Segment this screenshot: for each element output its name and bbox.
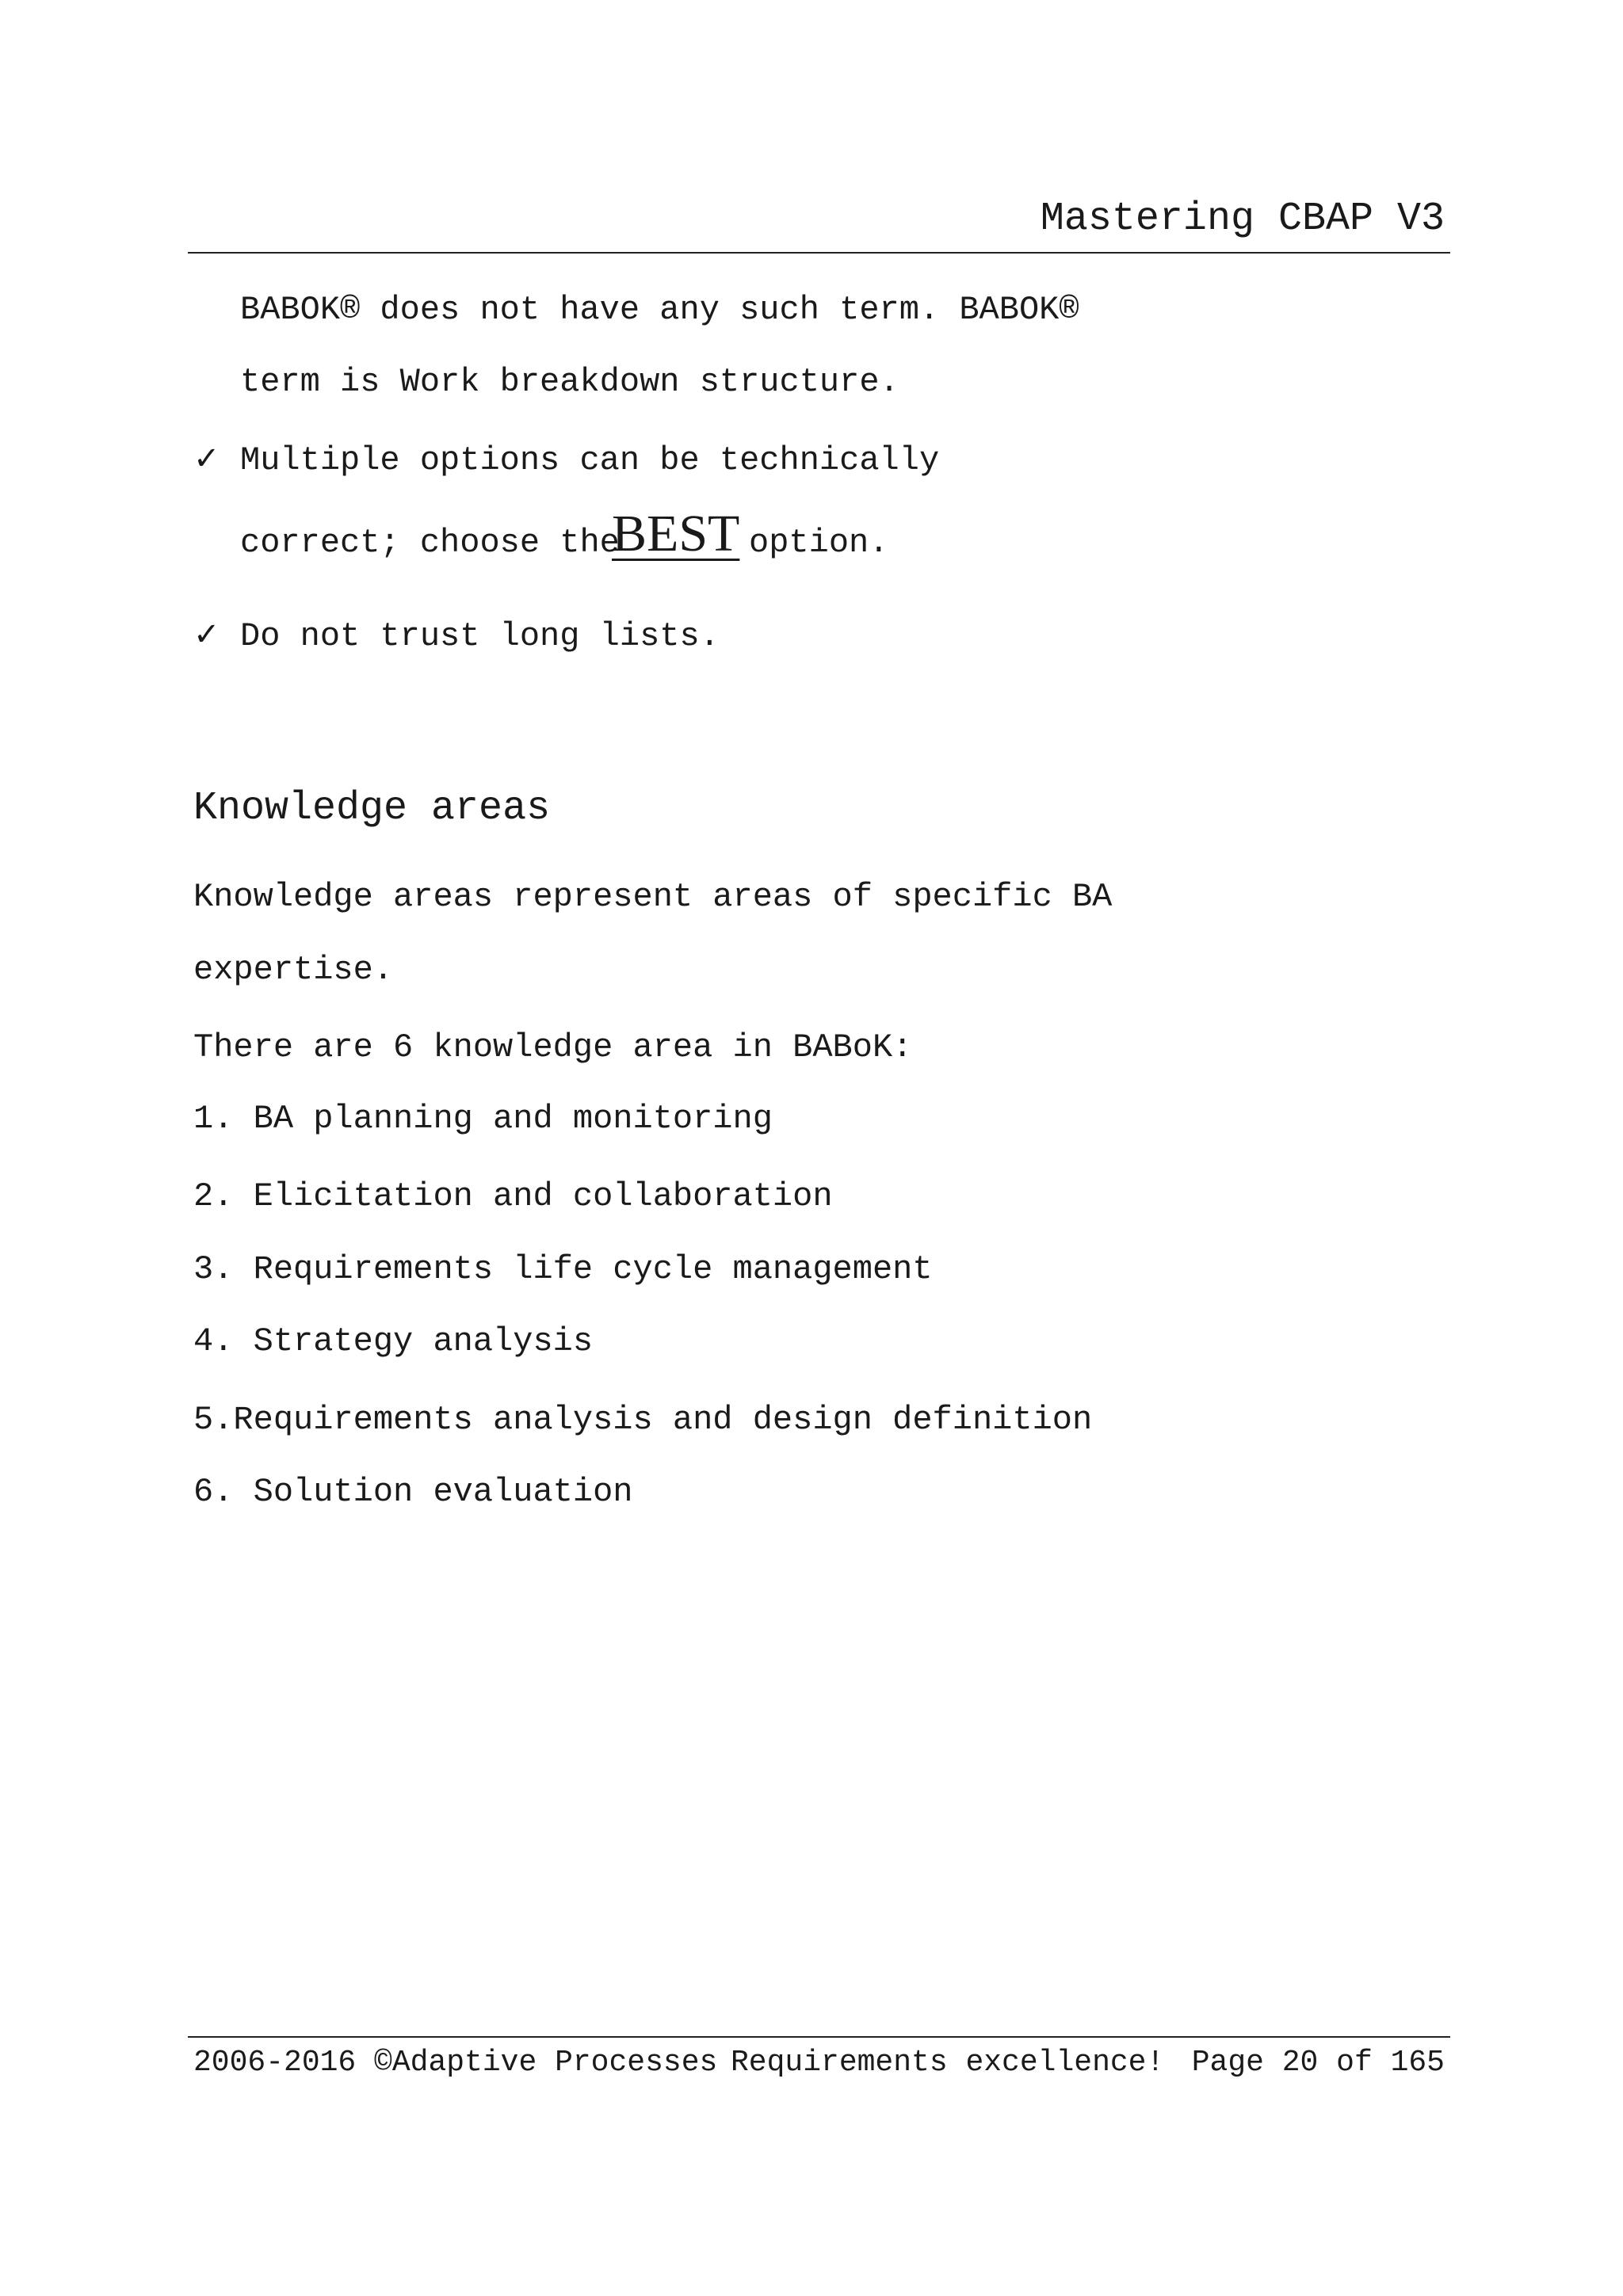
bullet-2-text: Do not trust long lists. xyxy=(240,617,720,655)
bullet-1-line-2-start: correct; choose the xyxy=(240,524,620,562)
section-intro: There are 6 knowledge area in BABoK: xyxy=(193,1028,913,1066)
bullet-1-line-1: Multiple options can be technically xyxy=(240,441,940,479)
list-item: 2. Elicitation and collaboration xyxy=(193,1177,833,1215)
footer-copyright: 2006-2016 ©Adaptive Processes xyxy=(193,2046,718,2080)
check-icon: ✓ xyxy=(193,441,220,477)
bullet-1-line-2-end: option. xyxy=(749,524,889,562)
continuation-line-1: BABOK® does not have any such term. BABOK® xyxy=(240,291,1079,329)
section-heading: Knowledge areas xyxy=(193,786,551,831)
footer-page-number: Page 20 of 165 xyxy=(1191,2046,1445,2080)
check-icon: ✓ xyxy=(193,616,220,653)
section-paragraph-line-1: Knowledge areas represent areas of specific BA xyxy=(193,878,1113,916)
header-rule xyxy=(188,252,1450,254)
list-item: 3. Requirements life cycle management xyxy=(193,1250,933,1288)
section-paragraph-line-2: expertise. xyxy=(193,951,394,989)
header-title: Mastering CBAP V3 xyxy=(1040,196,1445,242)
list-item: 5.Requirements analysis and design definition xyxy=(193,1401,1093,1439)
footer-rule xyxy=(188,2036,1450,2038)
list-item: 1. BA planning and monitoring xyxy=(193,1100,773,1138)
list-item: 4. Strategy analysis xyxy=(193,1322,594,1360)
footer-tagline: Requirements excellence! xyxy=(731,2046,1165,2080)
best-emphasis: BEST xyxy=(612,505,740,563)
continuation-line-2: term is Work breakdown structure. xyxy=(240,363,899,401)
list-item: 6. Solution evaluation xyxy=(193,1473,633,1511)
